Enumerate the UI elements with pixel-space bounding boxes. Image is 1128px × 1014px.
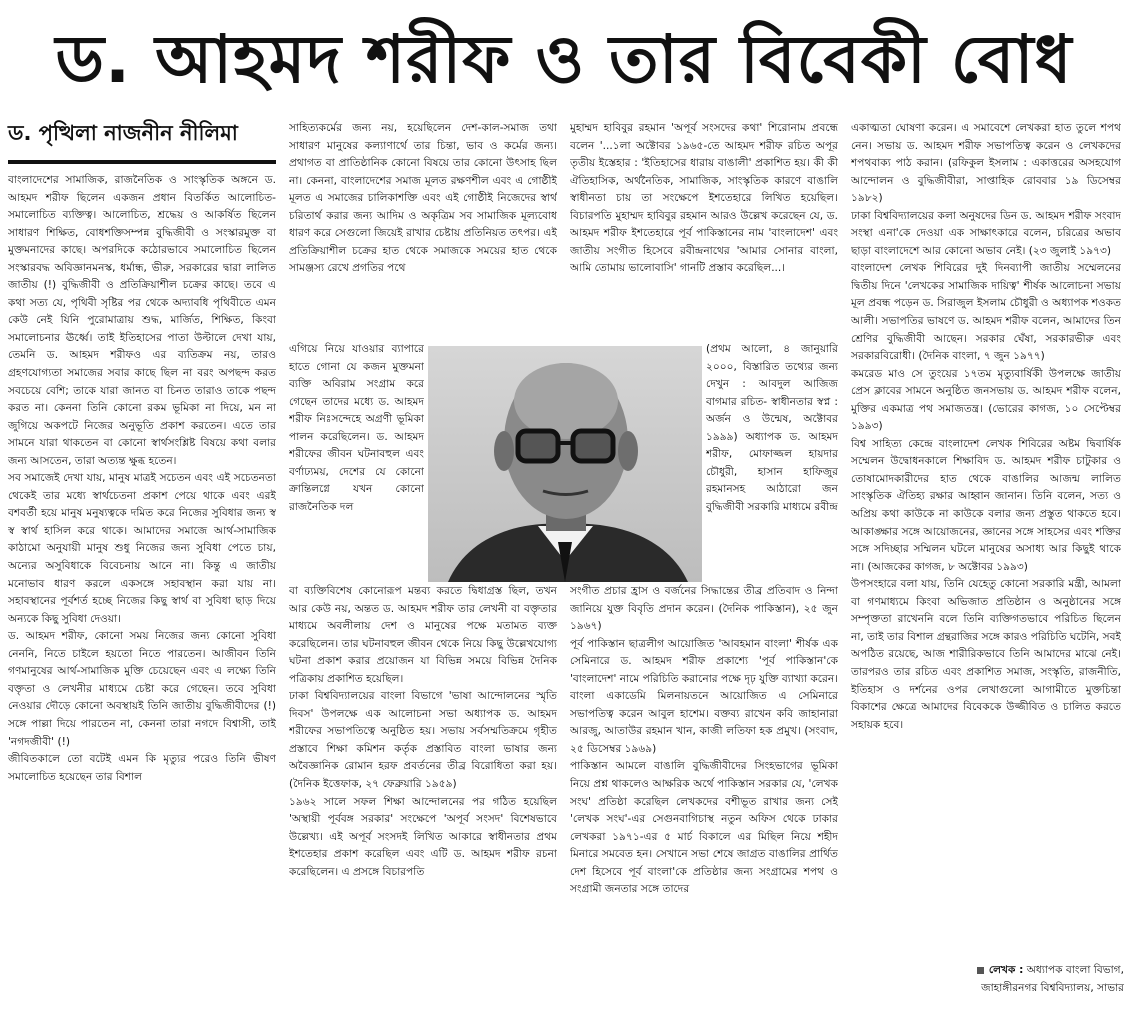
- paragraph: (প্রথম আলো, ৪ জানুয়ারি ২০০০, বিস্তারিত তথ্যের জন্য দেখুন : আবদুল আজিজ বাগমার রচিত- স্বাধীনতার স্বপ্ন : অর্জন ও উন্মেষ, অক্টোবর ১৯৯৯) অধ্যাপক ড. আহমদ শরীফ, মোফাজ্জল হায়দার চৌধুরী, হাসান হাফিজুর রহমানসহ আঠারো জন বুদ্ধিজীবী সরকারি মাধ্যমে রবীন্দ্র: [706, 343, 838, 513]
- column-1: [8, 172, 276, 1004]
- credit-text-2: জাহাঙ্গীরনগর বিশ্ববিদ্যালয়, সাভার: [981, 981, 1124, 994]
- column-4: [851, 120, 1121, 962]
- credit-text: অধ্যাপক বাংলা বিভাগ,: [1026, 964, 1124, 976]
- column-2-top: [289, 120, 557, 340]
- column-3-bottom: [570, 583, 838, 1007]
- paragraph: একাত্মতা ঘোষণা করেন। এ সমাবেশে লেখকরা হাত তুলে শপথ নেন। সভায় ড. আহমদ শরীফ সভাপতিত্ব করেন ও লেখকদের শপথবাক্য পাঠ করান। (রফিকুল ইসলাম : একাত্তরের অসহযোগ আন্দোলন ও বুদ্ধিজীবীরা, সাপ্তাহিক রোববার ১৯ ডিসেম্বর ১৯৮২): [851, 122, 1121, 205]
- paragraph: সব সমাজেই দেখা যায়, মানুষ মাত্রই সচেতন এবং এই সচেতনতা থেকেই তার মধ্যে স্বার্থচেতনা প্রকাশ পেয়ে থাকে এবং এরই বশবর্তী হয়ে মানুষ মনুষ্যত্বকে দমিত করে নিজের সুবিধার জন্য স্ব স্ব স্বার্থ হাসিল করে থাকে। আমাদের সমাজে আর্থ-সামাজিক কাঠামো অনুযায়ী মানুষ শুধু নিজের জন্য সুবিধা পেতে চায়, অন্যের অসুবিধাকে বিবেচনায় আনে না। কিন্তু এ জাতীয় মনোভাব ধারণ করলে একসঙ্গে সহাবস্থান করা যায় না। সহাবস্থানের পূর্বশর্ত হচ্ছে নিজের কিছু স্বার্থ বা সুবিধা ছাড় দিয়ে অন্যকে কিছু সুবিধা দেওয়া।: [8, 472, 276, 625]
- paragraph: সংগীত প্রচার হ্রাস ও বর্জনের সিদ্ধান্তের তীব্র প্রতিবাদ ও নিন্দা জানিয়ে যুক্ত বিবৃতি প্রদান করেন। (দৈনিক পাকিস্তান), ২৫ জুন ১৯৬৭): [570, 585, 838, 633]
- column-2-bottom: [289, 583, 557, 1007]
- headline: ড. আহমদ শরীফ ও তার বিবেকী বোধ: [55, 21, 1073, 98]
- paragraph: উপসংহারে বলা যায়, তিনি যেহেতু কোনো সরকারি মন্ত্রী, আমলা বা গণমাধ্যমে কিংবা অভিজাত প্রতিষ্ঠান ও অনুষ্ঠানের সঙ্গে সম্পৃক্ততা রাখেননি বলে তিনি ব্যক্তিগতভাবে পরিচিত ছিলেন না, তাই তার বিশাল গ্রন্থরাজির সঙ্গে কারও পরিচিতি ঘটেনি, সবই অপঠিত রয়েছে, আজ শারীরিকভাবে তিনি আমাদের মাঝে নেই। তারপরও তার রচিত এবং প্রকাশিত সমাজ, সংস্কৃতি, রাজনীতি, ইতিহাস ও দর্শনের ওপর লেখাগুলো আগামীতে মুক্তচিন্তা বিকাশের ক্ষেত্রে আমাদের বিবেককে উজ্জীবিত ও চালিত করতে সহায়ক হবে।: [851, 578, 1121, 731]
- column-2-wrap: [289, 341, 424, 581]
- column-3-wrap: [706, 341, 838, 581]
- paragraph: বাংলাদেশ লেখক শিবিরের দুই দিনব্যাপী জাতীয় সম্মেলনের দ্বিতীয় দিনে 'লেখকের সামাজিক দায়িত্ব' শীর্ষক আলোচনা সভায় মূল প্রবন্ধ পড়েন ড. সিরাজুল ইসলাম চৌধুরী ও অধ্যাপক শওকত আলী। সভাপতির ভাষণে ড. আহমদ শরীফ বলেন, আমাদের তিন শ্রেণির বুদ্ধিজীবী আছেন। সরকার ঘেঁষা, সরকারভীরু এবং সরকারবিরোধী। (দৈনিক বাংলা, ৭ জুন ১৯৭৭): [851, 262, 1121, 363]
- paragraph: সাহিত্যকর্মের জন্য নয়, হয়েছিলেন দেশ-কাল-সমাজ তথা সাধারণ মানুষের কল্যাণার্থে তার চিন্তা, ভাব ও কর্মের জন্য। প্রথাগত বা প্রাতিষ্ঠানিক কোনো বিষয়ে তার কোনো উৎসাহ ছিল না। কেননা, বাংলাদেশের সমাজ মূলত রক্ষণশীল এবং এ গোষ্ঠীই মূলত এ সমাজের চালিকাশক্তি এবং এই গোষ্ঠীই নিজেদের স্বার্থ চরিতার্থ করার জন্য আদিম ও অকৃত্রিম সব সামাজিক মূল্যবোধ ধারণ করে সেগুলো জিয়েই রাখার চেষ্টায় প্রতিনিয়ত তৎপর। এই প্রতিক্রিয়াশীল চক্রের হাত থেকে সমাজকে সময়ের হাত থেকে সামঞ্জস্য রেখে প্রগতির পথে: [289, 122, 557, 275]
- byline: ড. পৃত্থিলা নাজনীন নীলিমা: [8, 121, 238, 145]
- byline-rule: [8, 160, 276, 164]
- paragraph: বা ব্যক্তিবিশেষ কোনোরূপ মন্তব্য করতে দ্বিধাগ্রস্ত ছিল, তখন আর কেউ নয়, অন্তত ড. আহমদ শরীফ তার লেখনী বা বক্তৃতার মাধ্যমে অবলীলায় দেশ ও মানুষের পক্ষে মতামত ব্যক্ত করেছিলেন। তার ঘটনাবহুল জীবন থেকে নিয়ে কিছু উল্লেখযোগ্য ঘটনা প্রকাশ করার প্রয়োজন যা বিভিন্ন সময়ে বিভিন্ন দৈনিক পত্রিকায় প্রকাশিত হয়েছিল।: [289, 585, 557, 685]
- paragraph: পাকিস্তান আমলে বাঙালি বুদ্ধিজীবীদের সিংহভাগের ভূমিকা নিয়ে প্রশ্ন থাকলেও আক্ষরিক অর্থে পাকিস্তান সরকার যে, 'লেখক সংঘ' প্রতিষ্ঠা করেছিল লেখকদের বশীভূত রাখার জন্য সেই 'লেখক সংঘ'-এর সেগুনবাগিচাস্থ নতুন অফিস থেকে ঢাকার লেখকরা ১৯৭১-এর ৫ মার্চ বিকালে এর মিছিল নিয়ে শহীদ মিনারে সমবেত হন। সেখানে সভা শেষে জাগ্রত বাঙালির প্রার্থিত দেশ হিসেবে পূর্ব বাংলা'কে প্রতিষ্ঠার জন্য সংগ্রামের শপথ ও সংগ্রামী জনতার সঙ্গে তাদের: [570, 760, 838, 896]
- paragraph: কমরেড মাও সে তুংয়ের ১৭তম মৃত্যুবার্ষিকী উপলক্ষে জাতীয় প্রেস ক্লাবের সামনে অনুষ্ঠিত জনসভায় ড. আহমদ শরীফ বলেন, মুক্তির একমাত্র পথ সমাজতন্ত্র। (ভোরের কাগজ, ১০ সেপ্টেম্বর ১৯৯৩): [851, 367, 1121, 433]
- bullet-square-icon: [977, 967, 984, 974]
- paragraph: এগিয়ে নিয়ে যাওয়ার ব্যাপারে হাতে গোনা যে কজন মুক্তমনা ব্যক্তি অবিরাম সংগ্রাম করে গেছেন তাদের মধ্যে ড. আহমদ শরীফ নিঃসন্দেহে অগ্রণী ভূমিকা পালন করেছিলেন। ড. আহমদ শরীফের জীবন ঘটনাবহুল এবং বর্ণাঢ্যময়, দেশের যে কোনো ক্রান্তিলগ্নে যখন কোনো রাজনৈতিক দল: [289, 343, 424, 513]
- paragraph: মুহাম্মদ হাবিবুর রহমান 'অপূর্ব সংসদের কথা' শিরোনাম প্রবন্ধে বলেন '...১লা অক্টোবর ১৯৬৫-তে আহমদ শরীফ রচিত অপূর তৃতীয় ইস্তেহার : 'ইতিহাসের ধারায় বাঙালী' প্রকাশিত হয়। কী কী ঐতিহাসিক, অর্থনৈতিক, সামাজিক, সাংস্কৃতিক কারণে বাঙালি স্বাধীনতা চায় তা সংক্ষেপে ইশতেহারে লিখিত হয়েছিল। বিচারপতি মুহাম্মদ হাবিবুর রহমান আরও উল্লেখ করেছেন যে, ড. আহমদ শরীফ ইশতেহারে পূর্ব পাকিস্তানের নাম 'বাংলাদেশ' এবং জাতীয় সংগীত হিসেবে রবীন্দ্রনাথের 'আমার সোনার বাংলা, আমি তোমায় ভালোবাসি' গানটি প্রস্তাব করেছিল...।: [570, 122, 838, 275]
- paragraph: ১৯৬২ সালে সফল শিক্ষা আন্দোলনের পর গঠিত হয়েছিল 'অস্থায়ী পূর্ববঙ্গ সরকার' সংক্ষেপে 'অপূর্ব সংসদ' বিশেষভাবে উল্লেখ্য। এই অপূর্ব সংসদই লিখিত আকারে স্বাধীনতার প্রথম ইশতেহার প্রকাশ করেছিল এবং এটি ড. আহমদ শরীফ রচনা করেছিলেন। এ প্রসঙ্গে বিচারপতি: [289, 795, 557, 878]
- paragraph: বাংলাদেশের সামাজিক, রাজনৈতিক ও সাংস্কৃতিক অঙ্গনে ড. আহমদ শরীফ ছিলেন একজন প্রধান বিতর্কিত আলোচিত-সমালোচিত ব্যক্তিত্ব। আলোচিত, শ্রদ্ধেয় ও আকর্ষিত ছিলেন সাধারণ শিক্ষিত, বোধশক্তিসম্পন্ন বুদ্ধিজীবী ও সংস্কারমুক্ত বা মুক্তমনাদের কাছে। অপরদিকে কঠোরভাবে সমালোচিত ছিলেন সংস্কারবদ্ধ অবিজ্ঞানমনস্ক, ধর্মান্ধ, ভীরু, সরকারের দ্বারা লালিত জাতীয় (!) বুদ্ধিজীবী ও প্রতিক্রিয়াশীল চক্রের কাছে। তবে এ কথা সত্য যে, পৃথিবী সৃষ্টির পর থেকে অদ্যাবধি পৃথিবীতে এমন কেউ নেই যিনি পুরোমাত্রায় শুদ্ধ, মার্জিত, শিক্ষিত, কিংবা সমালোচনার ঊর্ধ্বে। তাই ইতিহাসের পাতা উল্টালে দেখা যায়, তেমনি ড. আহমদ শরীফও এর ব্যতিক্রম নয়, তারও গ্রহণযোগ্যতা সমাজের সবার কাছে ছিল না বরং অপছন্দ করত সবচেয়ে বেশি; তাকে যারা জানত বা চিনত তারাও তাকে পছন্দ করত না। কেননা তিনি কোনো রকম ভূমিকা না দিয়ে, মন না জুগিয়ে অকপটে নিজের অনুভূতি প্রকাশ করতেন। এতে তার সামনে যারা থাকতেন বা কোনো স্বার্থসংশ্লিষ্ট বিষয়ে কথা বলার জন্য আসতেন, তারা অত্যন্ত ক্ষুব্ধ হতেন।: [8, 174, 276, 467]
- paragraph: জীবিতকালে তো বটেই এমন কি মৃত্যুর পরেও তিনি ভীষণ সমালোচিত হয়েছেন তার বিশাল: [8, 753, 276, 783]
- credit-label: লেখক :: [988, 964, 1024, 976]
- paragraph: ঢাকা বিশ্ববিদ্যালয়ের কলা অনুষদের ডিন ড. আহমদ শরীফ সংবাদ সংস্থা এনা'কে দেওয়া এক সাক্ষাৎকারে বলেন, চরিত্রের অভাব ছাড়া বাংলাদেশে আর কোনো অভাব নেই। (২৩ জুলাই ১৯৭৩): [851, 209, 1121, 257]
- paragraph: বিশ্ব সাহিত্য কেন্দ্রে বাংলাদেশ লেখক শিবিরের অষ্টম দ্বিবার্ষিক সম্মেলন উদ্বোধনকালে শিক্ষাবিদ ড. আহমদ শরীফ চাটুকার ও তোষামোদকারীদের হাত থেকে বাঙালির আজন্ম লালিত সাংস্কৃতিক ঐতিহ্য রক্ষার আহ্বান জানান। তিনি বলেন, সত্য ও অপ্রিয় কথা কাউকে না কাউকে বলার জন্য প্রস্তুত থাকতে হবে। আকাঙ্ক্ষার সঙ্গে আয়োজনের, জ্ঞানের সঙ্গে সাহসের এবং শক্তির সঙ্গে সদিচ্ছার সম্মিলন ঘটলে মানুষের অসাধ্য আর কিছুই থাকে না। (আজকের কাগজ, ৮ অক্টোবর ১৯৯৩): [851, 437, 1121, 573]
- paragraph: ড. আহমদ শরীফ, কোনো সময় নিজের জন্য কোনো সুবিধা নেননি, নিতে চাইলে হয়তো নিতে পারতেন। আজীবন তিনি গণমানুষের আর্থ-সামাজিক মুক্তি চেয়েছেন এবং এ লক্ষ্যে তিনি বক্তৃতা ও লেখনীর মাধ্যমে চেষ্টা করে গেছেন। তবে সুবিধা নেওয়ার দৌড়ে কোনো অবস্থায়ই তিনি জাতীয় বুদ্ধিজীবীদের (!) সঙ্গে পাল্লা দিয়ে পারতেন না, কেননা তারা নগদে বিশ্বাসী, তাই 'নগদজীবী' (!): [8, 630, 276, 748]
- author-credit: [862, 962, 1124, 997]
- paragraph: পূর্ব পাকিস্তান ছাত্রলীগ আয়োজিত 'আবহমান বাংলা' শীর্ষক এক সেমিনারে ড. আহমদ শরীফ প্রকাশ্যে 'পূর্ব পাকিস্তান'কে 'বাংলাদেশ' নামে পরিচিতি করানোর পক্ষে দৃঢ় যুক্তি ব্যাখ্যা করেন। বাংলা একাডেমি মিলনায়তনে আয়োজিত এ সেমিনারে সভাপতিত্ব করেন আবুল হাশেম। বক্তব্য রাখেন কবি জাহানারা আরজু, আতাউর রহমান খান, কাজী লতিফা হক প্রমুখ। (সংবাদ, ২৫ ডিসেম্বর ১৯৬৯): [570, 637, 838, 755]
- column-3-top: [570, 120, 838, 340]
- portrait-icon: [428, 346, 702, 582]
- portrait-photo: [428, 346, 702, 582]
- paragraph: ঢাকা বিশ্ববিদ্যালয়ের বাংলা বিভাগে 'ভাষা আন্দোলনের স্মৃতি দিবস' উপলক্ষে এক আলোচনা সভা অধ্যাপক ড. আহমদ শরীফের সভাপতিত্বে অনুষ্ঠিত হয়। সভায় সর্বসম্মতিক্রমে গৃহীত প্রস্তাবে শিক্ষা কমিশন কর্তৃক প্রস্তাবিত বাংলা ভাষার জন্য অবৈজ্ঞানিক রোমান হরফ প্রবর্তনের তীব্র বিরোধিতা করা হয়। (দৈনিক ইত্তেফাক, ২৭ ফেব্রুয়ারি ১৯৫৯): [289, 690, 557, 791]
